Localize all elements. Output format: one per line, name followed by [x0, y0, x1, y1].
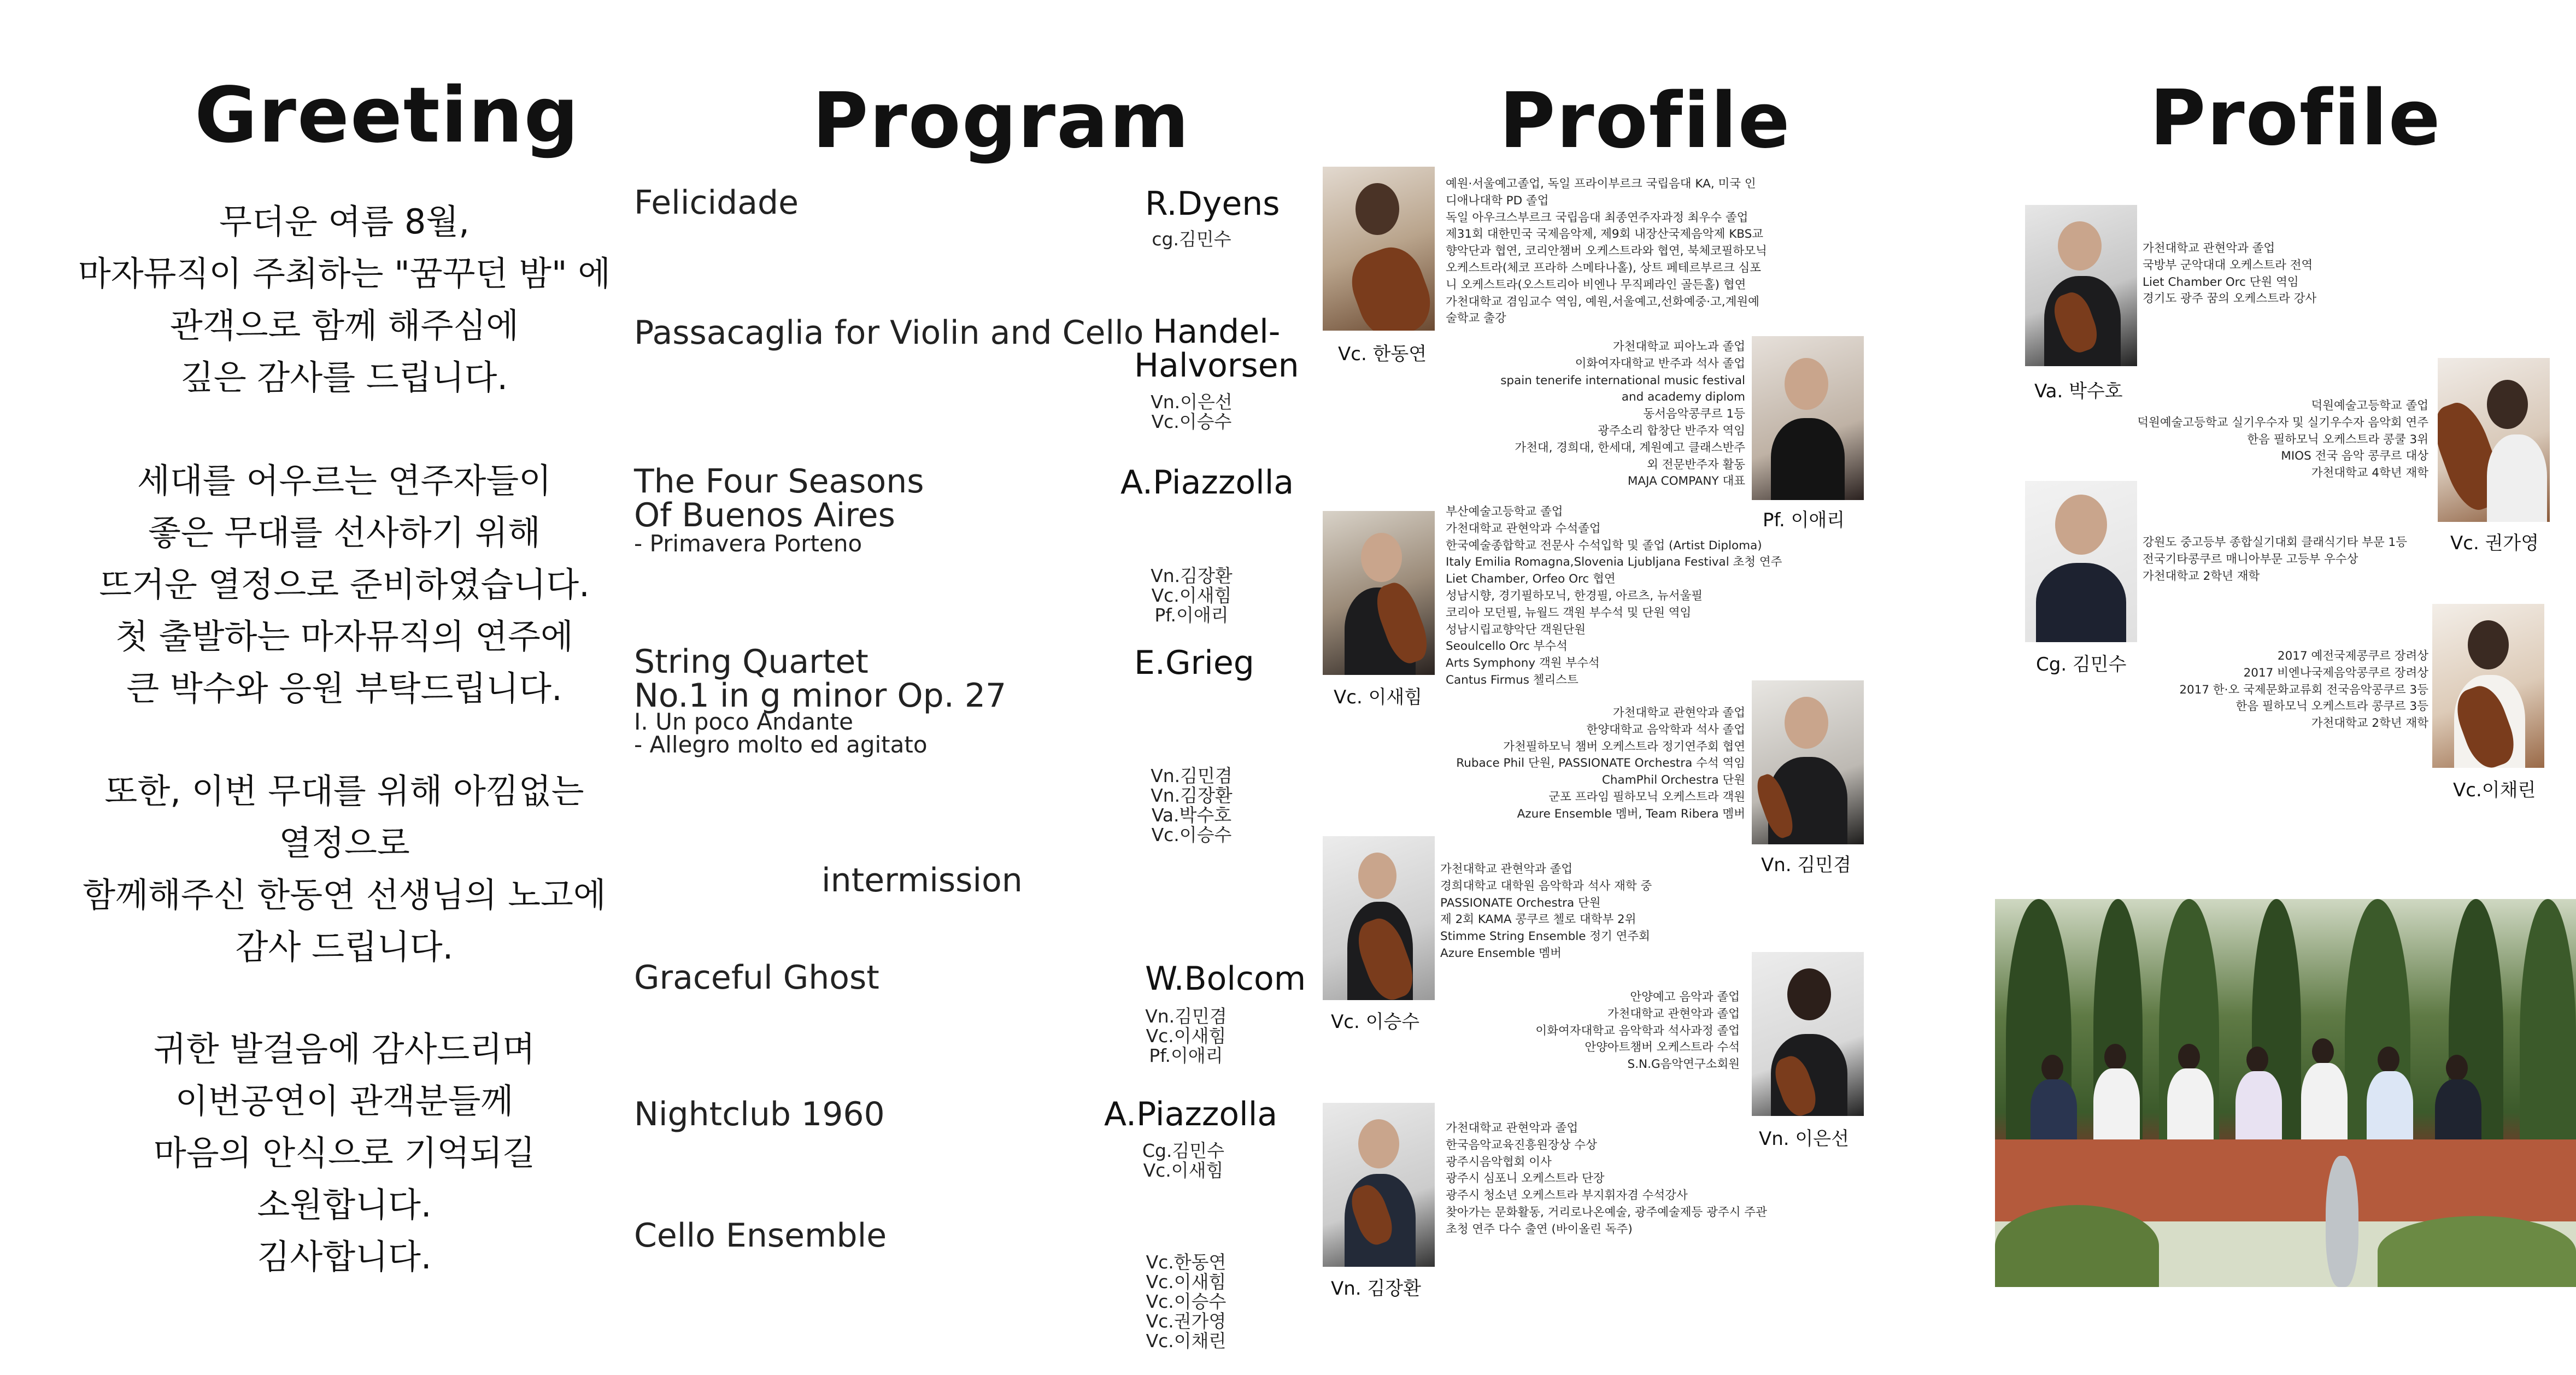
player: Vc.이승수 — [1151, 411, 1232, 432]
player: Vc.이새힘 — [1146, 1025, 1227, 1047]
program-players — [1120, 766, 1263, 845]
profile-heading-1: Profile — [1499, 77, 1791, 166]
bio-line: Azure Ensemble 멤버, Team Ribera 멤버 — [1517, 807, 1745, 821]
bio-line: 2017 비엔나국제음악콩쿠르 장려상 — [2243, 666, 2428, 680]
bio-line: 가천대학교 관현악과 졸업 — [1446, 1121, 1579, 1135]
bio-line: Cantus Firmus 첼리스트 — [1446, 673, 1579, 687]
greeting-line: 좋은 무대를 선사하기 위해 — [148, 513, 541, 553]
bio-line: 가천대학교 4학년 재학 — [2311, 466, 2428, 480]
bio-line: 성남시립교향악단 객원단원 — [1446, 622, 1586, 637]
profile-caption: Vc. 이승수 — [1331, 1011, 1420, 1033]
profile-caption: Vn. 이은선 — [1759, 1128, 1849, 1150]
program-players — [1120, 230, 1263, 249]
bio-line: 가천대학교 관현악과 졸업 — [1612, 706, 1745, 720]
profile-photo-kim-janghwan — [1323, 1103, 1435, 1267]
cello-case-icon — [2326, 1156, 2358, 1287]
player: cg.김민수 — [1152, 228, 1231, 250]
profile-photo-lee-seungsu — [1323, 836, 1435, 1000]
program-subtitle — [634, 710, 928, 756]
program-players — [1120, 566, 1263, 625]
greeting-line: 뜨거운 열정으로 준비하였습니다. — [99, 565, 590, 604]
bio-line: 안양아트챔버 오케스트라 수석 — [1585, 1041, 1740, 1055]
bio-line: Italy Emilia Romagna,Slovenia Ljubljana Festival 초청 연주 — [1446, 555, 1782, 569]
player: Vn.김민겸 — [1151, 765, 1233, 786]
profile-bio — [2137, 398, 2428, 482]
greeting-para-3 — [66, 765, 623, 973]
bio-line: 광주시 심포니 오케스트라 단장 — [1446, 1172, 1605, 1186]
profile-caption: Pf. 이애리 — [1763, 509, 1845, 531]
bio-line: 향악단과 협연, 코리안챔버 오케스트라와 협연, 북체코필하모닉 — [1446, 244, 1767, 258]
profile-bio — [1456, 705, 1745, 823]
composer-line: Handel- — [1153, 313, 1281, 351]
bio-line: 가천대학교 겸임교수 역임, 예원,서울예고,선화예중·고,계원예 — [1446, 295, 1759, 309]
bio-line: 2017 예전국제콩쿠르 장려상 — [2277, 649, 2428, 663]
greeting-para-2 — [66, 455, 623, 714]
profile-caption: Vn. 김민겸 — [1761, 854, 1851, 876]
bio-line: 이화여자대학교 반주과 석사 졸업 — [1575, 356, 1745, 371]
greeting-line: 함께해주신 한동연 선생님의 노고에 — [83, 875, 606, 915]
player: Vc.이새힘 — [1146, 1271, 1227, 1292]
program-title: Graceful Ghost — [634, 959, 879, 997]
bio-line: Azure Ensemble 멤버 — [1440, 946, 1562, 960]
greeting-line: 첫 출발하는 마자뮤직의 연주에 — [115, 616, 573, 656]
bio-line: 가천대학교 관현악과 졸업 — [1440, 862, 1573, 876]
player: Vc.권가영 — [1146, 1311, 1227, 1332]
profile-bio — [1440, 861, 1652, 962]
bio-line: 니 오케스트라(오스트리아 비엔나 무직페라인 골든홀) 협연 — [1446, 278, 1746, 292]
greeting-line: 마음의 안식으로 기억되길 — [153, 1133, 536, 1173]
profile-caption: Vc. 한동연 — [1338, 343, 1427, 365]
bio-line: 제31회 대한민국 국제음악제, 제9회 내장산국제음악제 KBS교 — [1446, 227, 1764, 242]
bio-line: 광주소리 합창단 반주자 역임 — [1598, 424, 1745, 438]
program-title — [634, 645, 1006, 713]
program-composer: E.Grieg — [1134, 644, 1254, 682]
greeting-line: 깊은 감사를 드립니다. — [180, 357, 508, 397]
bio-line: Stimme String Ensemble 정기 연주회 — [1440, 930, 1650, 944]
bio-line: 독일 아우크스부르크 국립음대 최종연주자과정 최우수 졸업 — [1446, 210, 1748, 225]
bio-line: 가천대학교 관현악과 수석졸업 — [1446, 521, 1601, 536]
bio-line: 가천필하모닉 챔버 오케스트라 정기연주회 협연 — [1503, 739, 1745, 754]
bio-line: 가천대학교 관현악과 졸업 — [1607, 1007, 1740, 1021]
greeting-para-1 — [66, 196, 623, 403]
bio-line: 광주시 청소년 오케스트라 부지휘자겸 수석강사 — [1446, 1189, 1688, 1203]
bio-line: 가천대, 경희대, 한세대, 계원예고 클래스반주 — [1515, 440, 1745, 455]
profile-caption: Vc.이채린 — [2453, 779, 2536, 801]
subtitle-line: I. Un poco Andante — [634, 708, 853, 735]
bio-line: and academy diplom — [1621, 390, 1745, 404]
profile-caption: Cg. 김민수 — [2036, 654, 2127, 675]
bio-line: 경희대학교 대학원 음악학과 석사 재학 중 — [1440, 879, 1652, 893]
grass-decoration — [1995, 1205, 2159, 1287]
greeting-para-4 — [66, 1023, 623, 1283]
bio-line: 덕원예술고등학교 졸업 — [2311, 399, 2428, 413]
program-title: Felicidade — [634, 184, 799, 222]
profile-photo-lee-eunseon — [1752, 952, 1864, 1116]
profile-bio — [1446, 504, 1782, 689]
profile-photo-kwon-gayeong — [2438, 358, 2550, 522]
profile-heading-2: Profile — [2150, 74, 2442, 163]
bio-line: 제 2회 KAMA 콩쿠르 첼로 대학부 2위 — [1440, 913, 1636, 927]
bio-line: MAJA COMPANY 대표 — [1627, 474, 1745, 489]
bio-line: 한국음악교육진흥원장상 수상 — [1446, 1138, 1597, 1152]
program-subtitle: - Primavera Porteno — [634, 530, 862, 557]
player: Cg.김민수 — [1142, 1140, 1225, 1161]
bio-line: 디애나대학 PD 졸업 — [1446, 193, 1549, 208]
profile-photo-lee-saehim — [1323, 511, 1435, 675]
profile-photo-lee-chaerin — [2432, 604, 2544, 768]
greeting-line: 열정으로 — [279, 823, 410, 863]
bio-line: 안양예고 음악과 졸업 — [1630, 990, 1740, 1004]
player: Va.박수호 — [1151, 804, 1232, 826]
greeting-line: 또한, 이번 무대를 위해 아낌없는 — [104, 771, 584, 811]
bio-line: 덕원예술고등학교 실기우수자 및 실기우수자 음악회 연주 — [2137, 415, 2428, 430]
greeting-line: 큰 박수와 응원 부탁드립니다. — [126, 668, 562, 708]
bio-line: Rubace Phil 단원, PASSIONATE Orchestra 수석 역임 — [1456, 756, 1745, 771]
player: Vn.이은선 — [1151, 391, 1233, 413]
program-players — [1112, 1141, 1254, 1180]
title-line: The Four Seasons — [634, 462, 924, 501]
bio-line: 동서음악콩쿠르 1등 — [1643, 407, 1745, 421]
title-line: No.1 in g minor Op. 27 — [634, 677, 1007, 715]
title-line: String Quartet — [634, 643, 869, 681]
greeting-line: 무더운 여름 8월, — [219, 202, 470, 242]
bio-line: Seoulcello Orc 부수석 — [1446, 639, 1568, 654]
bio-line: 가천대학교 2학년 재학 — [2143, 569, 2260, 583]
player: Vn.김장환 — [1151, 785, 1233, 806]
program-heading: Program — [812, 77, 1190, 166]
subtitle-line: - Allegro molto ed agitato — [634, 731, 928, 758]
bio-line: 성남시향, 경기필하모닉, 한경필, 아르츠, 뉴서울필 — [1446, 589, 1703, 603]
grass-decoration — [2378, 1216, 2576, 1287]
profile-photo-kim-minsu — [2025, 481, 2137, 642]
bio-line: PASSIONATE Orchestra 단원 — [1440, 896, 1601, 910]
player: Vc.이채린 — [1146, 1330, 1227, 1352]
greeting-line: 세대를 어우르는 연주자들이 — [137, 461, 552, 501]
bio-line: 국방부 군악대대 오케스트라 전역 — [2143, 258, 2313, 272]
player: Pf.이애리 — [1149, 1045, 1223, 1066]
program-title: Nightclub 1960 — [634, 1095, 885, 1133]
group-photo — [1995, 899, 2576, 1287]
program-composer: A.Piazzolla — [1120, 463, 1294, 502]
greeting-line: 이번공연이 관객분들께 — [175, 1081, 514, 1121]
bio-line: Arts Symphony 객원 부수석 — [1446, 656, 1600, 671]
profile-bio — [1446, 176, 1767, 327]
bio-line: 한음 필하모닉 오케스트라 콩쿠르 3등 — [2235, 700, 2428, 714]
bio-line: 찾아가는 문화활동, 거리로나온예술, 광주예술제등 광주시 주관 — [1446, 1205, 1767, 1219]
bio-line: 군포 프라임 필하모닉 오케스트라 객원 — [1548, 790, 1745, 804]
bio-line: 경기도 광주 꿈의 오케스트라 강사 — [2143, 292, 2317, 306]
greeting-line: 김사합니다. — [257, 1237, 432, 1277]
player: Pf.이애리 — [1154, 604, 1229, 626]
profile-photo-park-suho — [2025, 205, 2137, 366]
program-players — [1120, 392, 1263, 432]
bio-line: 외 전문반주자 활동 — [1647, 457, 1745, 472]
bio-line: Liet Chamber Orc 단원 역임 — [2143, 275, 2299, 289]
player: Vn.김장환 — [1151, 565, 1233, 586]
profile-photo-han-dongyeon — [1323, 167, 1435, 331]
profile-bio — [2179, 648, 2428, 732]
program-composer: W.Bolcom — [1145, 960, 1306, 998]
profile-caption: Vn. 김장환 — [1331, 1278, 1421, 1300]
bio-line: 한양대학교 음악학과 석사 졸업 — [1586, 722, 1745, 737]
program-players — [1115, 1007, 1257, 1066]
player: Vn.김민겸 — [1145, 1006, 1227, 1027]
bio-line: 오케스트라(체코 프라하 스메타나홀), 상트 페테르부르크 심포 — [1446, 261, 1762, 275]
profile-photo-lee-aeri — [1752, 336, 1864, 500]
bio-line: 코리아 모던필, 뉴월드 객원 부수석 및 단원 역임 — [1446, 606, 1692, 620]
bio-line: Liet Chamber, Orfeo Orc 협연 — [1446, 572, 1616, 586]
greeting-line: 소원합니다. — [257, 1185, 432, 1225]
title-line: Of Buenos Aires — [634, 496, 895, 534]
program-composer — [1134, 315, 1299, 383]
bio-line: 한음 필하모닉 오케스트라 콩쿨 3위 — [2247, 432, 2428, 446]
greeting-line: 마자뮤직이 주최하는 "꿈꾸던 밤" 에 — [78, 254, 611, 293]
bio-line: 가천대학교 관현악과 졸업 — [2143, 242, 2275, 255]
player: Vc.이승수 — [1146, 1291, 1227, 1312]
bio-line: ChamPhil Orchestra 단원 — [1601, 773, 1745, 788]
player: Vc.한동연 — [1146, 1251, 1227, 1273]
bio-line: 가천대학교 2학년 재학 — [2311, 716, 2428, 731]
profile-bio — [2143, 534, 2407, 585]
bio-line: 예원·서울예고졸업, 독일 프라이부르크 국립음대 KA, 미국 인 — [1446, 177, 1756, 191]
bio-line: 한국예술종합학교 전문사 수석입학 및 졸업 (Artist Diploma) — [1446, 538, 1762, 553]
program-composer: R.Dyens — [1145, 185, 1280, 223]
program-title: Cello Ensemble — [634, 1217, 887, 1255]
program-players — [1115, 1253, 1257, 1351]
greeting-heading: Greeting — [195, 71, 580, 160]
intermission-label: intermission — [821, 861, 1023, 900]
program-title: Passacaglia for Violin and Cello — [634, 314, 1144, 352]
bio-line: 가천대학교 피아노과 졸업 — [1612, 340, 1745, 354]
bio-line: 광주시음악협회 이사 — [1446, 1155, 1552, 1169]
bio-line: 강원도 중고등부 종합실기대회 클래식기타 부문 1등 — [2143, 536, 2408, 549]
greeting-line: 관객으로 함께 해주심에 — [169, 305, 519, 345]
player: Vc.이새힘 — [1151, 585, 1232, 606]
profile-photo-kim-mingyeom — [1752, 680, 1864, 844]
profile-bio — [1535, 989, 1740, 1073]
bio-line: 이화여자대학교 음악학과 석사과정 졸업 — [1535, 1024, 1740, 1038]
bio-line: spain tenerife international music festival — [1500, 373, 1745, 387]
bio-line: MIOS 전국 음악 콩쿠르 대상 — [2281, 449, 2428, 463]
bio-line: 술학교 출강 — [1446, 312, 1506, 326]
greeting-line: 감사 드립니다. — [235, 927, 454, 967]
bio-line: S.N.G음악연구소회원 — [1627, 1057, 1740, 1072]
profile-bio — [2143, 240, 2316, 308]
composer-line: Halvorsen — [1134, 346, 1299, 385]
program-composer: A.Piazzolla — [1104, 1095, 1278, 1133]
profile-bio — [1446, 1120, 1767, 1238]
greeting-line: 귀한 발걸음에 감사드리며 — [153, 1029, 536, 1069]
profile-bio — [1500, 339, 1745, 490]
player: Vc.이새힘 — [1143, 1160, 1224, 1181]
bio-line: 2017 한·오 국제문화교류회 전국음악콩쿠르 3등 — [2179, 683, 2428, 697]
player: Vc.이승수 — [1151, 824, 1232, 845]
bio-line: 부산예술고등학교 졸업 — [1446, 505, 1563, 519]
bio-line: 전국기타콩쿠르 매니아부문 고등부 우수상 — [2143, 552, 2358, 566]
profile-caption: Vc. 이새힘 — [1334, 686, 1423, 708]
profile-caption: Va. 박수호 — [2034, 380, 2123, 402]
bio-line: 초청 연주 다수 출연 (바이올린 독주) — [1446, 1222, 1633, 1236]
program-title — [634, 462, 924, 534]
profile-caption: Vc. 권가영 — [2450, 532, 2539, 554]
